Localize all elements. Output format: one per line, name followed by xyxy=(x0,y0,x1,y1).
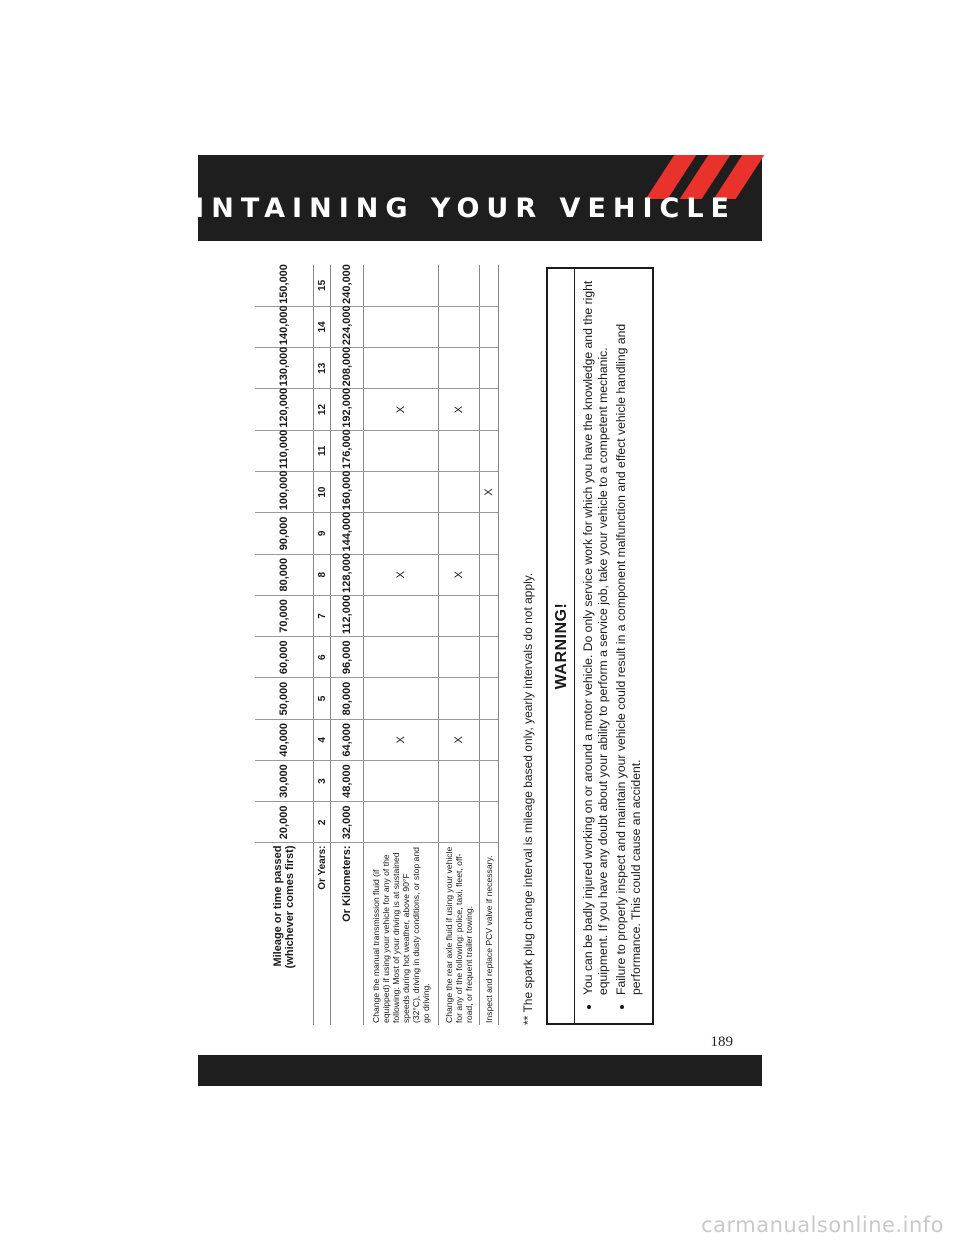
year-value: 6 xyxy=(314,637,331,678)
service-interval-mark xyxy=(364,678,439,719)
service-interval-mark: X xyxy=(364,719,439,760)
service-interval-mark: X xyxy=(439,554,480,595)
service-interval-mark xyxy=(480,513,499,554)
mileage-value: 100,000 xyxy=(255,471,314,512)
service-interval-mark xyxy=(439,802,480,843)
mileage-value: 30,000 xyxy=(255,760,314,801)
kilometers-row xyxy=(331,265,364,1025)
service-interval-mark xyxy=(364,595,439,636)
service-interval-mark xyxy=(480,389,499,430)
mileage-value: 140,000 xyxy=(255,306,314,347)
mileage-value: 20,000 xyxy=(255,802,314,843)
kilometer-value: 240,000 xyxy=(331,265,364,306)
service-interval-mark xyxy=(480,760,499,801)
service-interval-mark xyxy=(480,637,499,678)
service-interval-mark xyxy=(364,802,439,843)
service-item-text: Inspect and replace PCV valve if necessary. xyxy=(480,843,499,1025)
kilometer-value: 144,000 xyxy=(331,513,364,554)
service-interval-mark xyxy=(439,430,480,471)
mileage-label: Mileage or time passed (whichever comes first) xyxy=(272,845,296,969)
maintenance-schedule-table xyxy=(255,265,499,1025)
year-value: 3 xyxy=(314,760,331,801)
service-interval-mark xyxy=(480,802,499,843)
mileage-value: 40,000 xyxy=(255,719,314,760)
kilometer-value: 176,000 xyxy=(331,430,364,471)
mileage-value: 90,000 xyxy=(255,513,314,554)
service-interval-mark xyxy=(364,513,439,554)
service-interval-mark: X xyxy=(480,471,499,512)
service-interval-mark xyxy=(439,348,480,389)
service-interval-mark xyxy=(480,595,499,636)
service-interval-mark: X xyxy=(364,389,439,430)
kilometers-label: Or Kilometers: xyxy=(331,843,364,1025)
service-interval-mark xyxy=(480,719,499,760)
warning-bullet: • Failure to properly inspect and maintain your vehicle could result in a component malfunction and effect vehicle handling and performance. This could cause an accident. xyxy=(614,279,644,995)
service-interval-mark xyxy=(480,678,499,719)
spark-plug-note: ** The spark plug change interval is mileage based only, yearly intervals do not apply. xyxy=(521,572,535,1025)
service-item-row xyxy=(439,265,480,1025)
service-interval-mark xyxy=(364,430,439,471)
year-value: 5 xyxy=(314,678,331,719)
warning-title: WARNING! xyxy=(548,269,575,1023)
warning-box xyxy=(546,267,654,1025)
year-value: 12 xyxy=(314,389,331,430)
service-interval-mark xyxy=(480,430,499,471)
service-item-row xyxy=(364,265,439,1025)
service-interval-mark: X xyxy=(439,719,480,760)
service-item-text: Change the manual transmission fluid (if equipped) if using your vehicle for any of the following: Most of your driving is at sustained speeds during hot weather, above 90°F (32°C), driving in dusty conditions, or stop and go driving. xyxy=(364,843,439,1025)
mileage-value: 80,000 xyxy=(255,554,314,595)
kilometer-value: 112,000 xyxy=(331,595,364,636)
service-interval-mark xyxy=(439,265,480,306)
years-row xyxy=(314,265,331,1025)
warning-list xyxy=(581,269,644,1023)
kilometer-value: 224,000 xyxy=(331,306,364,347)
year-value: 14 xyxy=(314,306,331,347)
service-interval-mark: X xyxy=(364,554,439,595)
mileage-value: 150,000 xyxy=(255,265,314,306)
kilometer-value: 192,000 xyxy=(331,389,364,430)
warning-bullet: • You can be badly injured working on or around a motor vehicle. Do only service work for which you have the knowledge and the right equipment. If you have any doubt about your ability to perform a service job, take your vehicle to a competent mechanic. xyxy=(581,279,611,995)
service-interval-mark xyxy=(439,595,480,636)
kilometer-value: 160,000 xyxy=(331,471,364,512)
kilometer-value: 64,000 xyxy=(331,719,364,760)
mileage-value: 130,000 xyxy=(255,348,314,389)
service-item-text: Change the rear axle fluid if using your vehicle for any of the following: police, taxi, fleet, off-road, or frequent trailer towing. xyxy=(439,843,480,1025)
service-interval-mark xyxy=(480,554,499,595)
kilometer-value: 96,000 xyxy=(331,637,364,678)
service-interval-mark: X xyxy=(439,389,480,430)
section-header xyxy=(132,155,762,241)
mileage-value: 60,000 xyxy=(255,637,314,678)
years-label: Or Years: xyxy=(314,843,331,1025)
year-value: 13 xyxy=(314,348,331,389)
service-interval-mark xyxy=(364,637,439,678)
kilometer-value: 80,000 xyxy=(331,678,364,719)
service-interval-mark xyxy=(364,348,439,389)
year-value: 10 xyxy=(314,471,331,512)
page-footer-bar xyxy=(198,1055,762,1086)
year-value: 2 xyxy=(314,802,331,843)
mileage-value: 120,000 xyxy=(255,389,314,430)
kilometer-value: 32,000 xyxy=(331,802,364,843)
kilometer-value: 208,000 xyxy=(331,348,364,389)
service-interval-mark xyxy=(364,760,439,801)
service-interval-mark xyxy=(439,637,480,678)
service-interval-mark xyxy=(480,306,499,347)
service-interval-mark xyxy=(439,678,480,719)
year-value: 15 xyxy=(314,265,331,306)
service-interval-mark xyxy=(364,265,439,306)
watermark: carmanualsonline.info xyxy=(701,1213,944,1237)
service-interval-mark xyxy=(439,306,480,347)
mileage-value: 50,000 xyxy=(255,678,314,719)
section-title: MAINTAINING YOUR VEHICLE xyxy=(132,193,736,224)
year-value: 4 xyxy=(314,719,331,760)
service-interval-mark xyxy=(480,348,499,389)
service-interval-mark xyxy=(364,306,439,347)
service-interval-mark xyxy=(364,471,439,512)
mileage-value: 110,000 xyxy=(255,430,314,471)
mileage-value: 70,000 xyxy=(255,595,314,636)
kilometer-value: 48,000 xyxy=(331,760,364,801)
schedule-body xyxy=(255,265,499,1025)
service-interval-mark xyxy=(439,471,480,512)
kilometer-value: 128,000 xyxy=(331,554,364,595)
year-value: 9 xyxy=(314,513,331,554)
year-value: 7 xyxy=(314,595,331,636)
service-item-row xyxy=(480,265,499,1025)
rotated-content xyxy=(255,265,657,1025)
service-interval-mark xyxy=(480,265,499,306)
year-value: 11 xyxy=(314,430,331,471)
service-interval-mark xyxy=(439,513,480,554)
year-value: 8 xyxy=(314,554,331,595)
service-interval-mark xyxy=(439,760,480,801)
mileage-row xyxy=(255,265,314,1025)
page-number: 189 xyxy=(710,1034,733,1050)
